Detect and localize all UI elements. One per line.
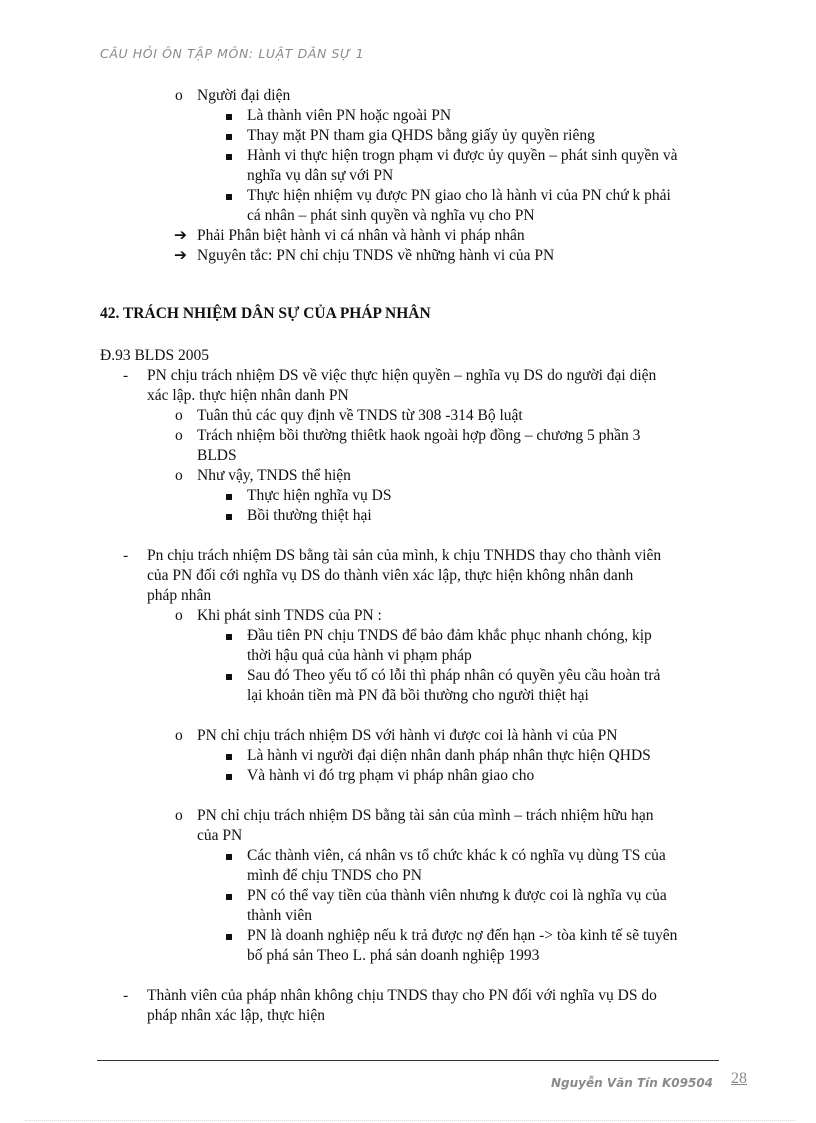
list-item: PN chịu trách nhiệm DS về việc thực hiện quyền – nghĩa vụ DS do người đại diện [147, 367, 657, 384]
list-item-cont: pháp nhân [147, 587, 212, 604]
list-item: Phải Phân biệt hành vi cá nhân và hành vi pháp nhân [197, 227, 525, 244]
square-bullet [226, 674, 232, 680]
list-item-cont: xác lập. thực hiện nhân danh PN [147, 387, 349, 404]
footer-author: Nguyễn Văn Tín K09504 [551, 1076, 714, 1090]
page-header: CÂU HỎI ÔN TẬP MÔN: LUẬT DÂN SỰ 1 [100, 46, 365, 61]
list-item: PN là doanh nghiệp nếu k trả được nợ đến hạn -> tòa kinh tế sẽ tuyên [247, 927, 678, 944]
list-item: Như vậy, TNDS thể hiện [197, 467, 351, 484]
list-item: Thực hiện nhiệm vụ được PN giao cho là hành vi của PN chứ k phải [247, 187, 671, 204]
list-item-cont: của PN đối cới nghĩa vụ DS do thành viên xác lập, thực hiện không nhân danh [147, 567, 634, 584]
square-bullet [226, 514, 232, 520]
list-item: Trách nhiệm bồi thường thiêtk haok ngoài hợp đồng – chương 5 phần 3 [197, 427, 641, 444]
list-item: Khi phát sinh TNDS của PN : [197, 607, 382, 624]
square-bullet [226, 494, 232, 500]
arrow-icon: ➔ [174, 247, 187, 264]
circle-bullet: o [175, 467, 183, 484]
dash-bullet: - [123, 367, 129, 384]
list-item-cont: bố phá sản Theo L. phá sản doanh nghiệp 1993 [247, 947, 540, 964]
circle-bullet: o [175, 727, 183, 744]
square-bullet [226, 634, 232, 640]
list-item: Thành viên của pháp nhân không chịu TNDS thay cho PN đối với nghĩa vụ DS do [147, 987, 657, 1004]
list-item: Là thành viên PN hoặc ngoài PN [247, 107, 452, 124]
square-bullet [226, 934, 232, 940]
footer-divider [97, 1060, 719, 1061]
list-item: PN chỉ chịu trách nhiệm DS với hành vi được coi là hành vi của PN [197, 727, 618, 744]
square-bullet [226, 854, 232, 860]
section-heading: 42. TRÁCH NHIỆM DÂN SỰ CỦA PHÁP NHÂN [100, 305, 431, 322]
list-item-cont: nghĩa vụ dân sự với PN [247, 167, 394, 184]
circle-bullet: o [175, 807, 183, 824]
square-bullet [226, 114, 232, 120]
list-item-cont: thời hậu quả của hành vi phạm pháp [247, 647, 472, 664]
list-item: Thực hiện nghĩa vụ DS [247, 487, 392, 504]
list-item-cont: của PN [197, 827, 243, 844]
list-item-cont: BLDS [197, 447, 237, 464]
list-item: Pn chịu trách nhiệm DS bằng tài sản của mình, k chịu TNHDS thay cho thành viên [147, 547, 662, 564]
circle-bullet: o [175, 427, 183, 444]
list-item: Các thành viên, cá nhân vs tổ chức khác k có nghĩa vụ dùng TS của [247, 847, 666, 864]
square-bullet [226, 194, 232, 200]
arrow-icon: ➔ [174, 227, 187, 244]
list-item: Và hành vi đó trg phạm vi pháp nhân giao cho [247, 767, 535, 784]
list-item-cont: thành viên [247, 907, 312, 924]
list-item: Sau đó Theo yếu tố có lỗi thì pháp nhân có quyền yêu cầu hoàn trả [247, 667, 661, 684]
list-item: Tuân thủ các quy định về TNDS từ 308 -314 Bộ luật [197, 407, 523, 424]
list-item-cont: lại khoản tiền mà PN đã bồi thường cho người thiệt hại [247, 687, 589, 704]
list-item: Đầu tiên PN chịu TNDS để bảo đảm khắc phục nhanh chóng, kịp [247, 627, 652, 644]
page-number: 28 [731, 1070, 747, 1087]
list-item: Hành vi thực hiện trogn phạm vi được ủy quyền – phát sinh quyền và [247, 147, 678, 164]
circle-bullet: o [175, 407, 183, 424]
page-bottom-border [25, 1120, 795, 1121]
square-bullet [226, 894, 232, 900]
list-item: PN có thể vay tiền của thành viên nhưng k được coi là nghĩa vụ của [247, 887, 667, 904]
circle-bullet: o [175, 87, 183, 104]
square-bullet [226, 774, 232, 780]
list-item-cont: pháp nhân xác lập, thực hiện [147, 1007, 325, 1024]
list-item: Bồi thường thiệt hại [247, 507, 372, 524]
dash-bullet: - [123, 987, 129, 1004]
square-bullet [226, 754, 232, 760]
list-item-cont: mình để chịu TNDS cho PN [247, 867, 422, 884]
list-item-cont: cá nhân – phát sinh quyền và nghĩa vụ cho PN [247, 207, 535, 224]
circle-bullet: o [175, 607, 183, 624]
article-ref: Đ.93 BLDS 2005 [100, 347, 209, 364]
square-bullet [226, 154, 232, 160]
list-item: PN chỉ chịu trách nhiệm DS bằng tài sản của mình – trách nhiệm hữu hạn [197, 807, 654, 824]
list-item: Là hành vi người đại diện nhân danh pháp nhân thực hiện QHDS [247, 747, 651, 764]
square-bullet [226, 134, 232, 140]
list-item: Người đại diện [197, 87, 291, 104]
list-item: Nguyên tắc: PN chỉ chịu TNDS về những hành vi của PN [197, 247, 555, 264]
dash-bullet: - [123, 547, 129, 564]
list-item: Thay mặt PN tham gia QHDS bằng giấy ủy quyền riêng [247, 127, 595, 144]
